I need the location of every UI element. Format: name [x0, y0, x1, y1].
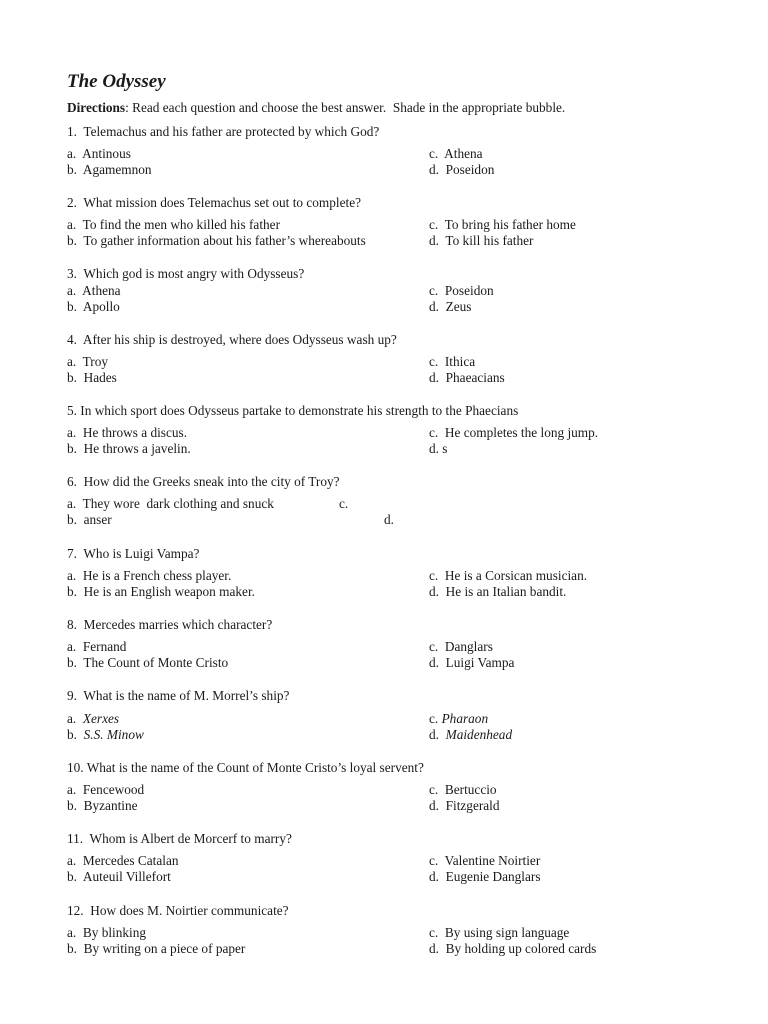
- option-b[interactable]: b. He is an English weapon maker.: [67, 584, 255, 599]
- answer-row-ac: [67, 217, 707, 234]
- option-d[interactable]: d. Phaeacians: [429, 370, 505, 385]
- question-7: [67, 546, 707, 601]
- ship-name: Maidenhead: [445, 727, 513, 742]
- answer-row-bd: [67, 370, 707, 387]
- option-c[interactable]: c. Danglars: [429, 638, 493, 654]
- question-stem: 10. What is the name of the Count of Monte Cristo’s loyal servent?: [67, 760, 424, 775]
- option-b[interactable]: [67, 727, 144, 744]
- question-stem: 2. What mission does Telemachus set out to complete?: [67, 195, 362, 210]
- question-stem: 1. Telemachus and his father are protected by which God?: [67, 124, 380, 139]
- option-a[interactable]: a. Troy: [67, 353, 109, 369]
- option-letter: c.: [429, 710, 442, 726]
- option-b[interactable]: b. The Count of Monte Cristo: [67, 655, 229, 670]
- answer-row-bd: [67, 233, 707, 250]
- option-a[interactable]: a. Fernand: [67, 638, 127, 654]
- option-c[interactable]: c. Athena: [429, 145, 483, 161]
- question-stem: 8. Mercedes marries which character?: [67, 617, 273, 632]
- option-c[interactable]: c. Valentine Noirtier: [429, 852, 541, 868]
- option-a[interactable]: a. Antinous: [67, 145, 131, 161]
- option-d[interactable]: d. Luigi Vampa: [429, 655, 515, 670]
- option-c[interactable]: c. By using sign language: [429, 924, 570, 940]
- question-stem: 7. Who is Luigi Vampa?: [67, 546, 200, 561]
- answer-row-ac: [67, 496, 707, 513]
- option-d[interactable]: d. He is an Italian bandit.: [429, 584, 567, 599]
- question-stem: 12. How does M. Noirtier communicate?: [67, 903, 289, 918]
- directions-text: : Read each question and choose the best answer. Shade in the appropriate bubble.: [125, 100, 566, 115]
- option-b[interactable]: b. By writing on a piece of paper: [67, 941, 246, 956]
- option-a[interactable]: a. Fencewood: [67, 781, 145, 797]
- directions-label: Directions: [67, 100, 126, 115]
- option-c[interactable]: c. Ithica: [429, 353, 476, 369]
- answer-row-ac: [67, 853, 707, 870]
- answer-row-ac: [67, 639, 707, 656]
- answer-row-ac: [67, 425, 707, 442]
- question-6: [67, 474, 707, 529]
- option-d[interactable]: d. To kill his father: [429, 233, 534, 248]
- option-letter: a.: [67, 710, 83, 726]
- option-b[interactable]: b. Auteuil Villefort: [67, 869, 171, 884]
- question-12: [67, 903, 707, 958]
- option-a[interactable]: a. They wore dark clothing and snuck: [67, 495, 274, 511]
- answer-row-bd: [67, 727, 707, 744]
- answer-row-ac: [67, 146, 707, 163]
- option-d[interactable]: d. Zeus: [429, 299, 472, 314]
- option-b[interactable]: b. To gather information about his father’s whereabouts: [67, 233, 366, 248]
- question-stem: 6. How did the Greeks sneak into the city of Troy?: [67, 474, 340, 489]
- answer-row-bd: [67, 798, 707, 815]
- answer-row-ac: [67, 568, 707, 585]
- option-d[interactable]: d. Fitzgerald: [429, 798, 500, 813]
- question-4: [67, 332, 707, 387]
- answer-row-bd: [67, 441, 707, 458]
- option-b[interactable]: b. He throws a javelin.: [67, 441, 191, 456]
- answer-row-ac: [67, 711, 707, 728]
- question-10: [67, 760, 707, 815]
- option-a[interactable]: [67, 711, 119, 728]
- answer-row-ac: [67, 782, 707, 799]
- answer-row-ac: [67, 283, 707, 300]
- option-d[interactable]: d. By holding up colored cards: [429, 941, 597, 956]
- question-11: [67, 831, 707, 886]
- question-stem: 11. Whom is Albert de Morcerf to marry?: [67, 831, 292, 846]
- ship-name: Pharaon: [441, 710, 489, 726]
- answer-row-bd: [67, 584, 707, 601]
- option-c[interactable]: c.: [339, 495, 349, 511]
- option-b[interactable]: b. anser: [67, 512, 112, 527]
- question-stem: 4. After his ship is destroyed, where does Odysseus wash up?: [67, 332, 397, 347]
- option-letter: d.: [429, 727, 446, 742]
- question-9: [67, 688, 707, 744]
- option-a[interactable]: a. By blinking: [67, 924, 147, 940]
- option-d[interactable]: d. Eugenie Danglars: [429, 869, 541, 884]
- answer-row-bd: [67, 941, 707, 958]
- option-d[interactable]: [429, 727, 512, 744]
- option-d[interactable]: d.: [384, 512, 394, 527]
- option-c[interactable]: c. He completes the long jump.: [429, 424, 599, 440]
- option-a[interactable]: a. Athena: [67, 282, 121, 298]
- answer-row-bd: [67, 299, 707, 316]
- option-d[interactable]: d. s: [429, 441, 448, 456]
- directions: [67, 100, 565, 117]
- option-b[interactable]: b. Byzantine: [67, 798, 138, 813]
- option-c[interactable]: c. Poseidon: [429, 282, 494, 298]
- question-2: [67, 195, 707, 250]
- page-title: The Odyssey: [67, 71, 166, 92]
- question-stem: 9. What is the name of M. Morrel’s ship?: [67, 688, 290, 703]
- question-3: [67, 266, 707, 316]
- option-a[interactable]: a. Mercedes Catalan: [67, 852, 179, 868]
- option-a[interactable]: a. He is a French chess player.: [67, 567, 232, 583]
- question-1: [67, 124, 707, 179]
- option-c[interactable]: c. To bring his father home: [429, 216, 576, 232]
- answer-row-ac: [67, 354, 707, 371]
- option-a[interactable]: a. To find the men who killed his father: [67, 216, 281, 232]
- question-8: [67, 617, 707, 672]
- question-5: [67, 403, 707, 458]
- answer-row-bd: [67, 162, 707, 179]
- answer-row-bd: [67, 869, 707, 886]
- answer-row-bd: [67, 655, 707, 672]
- option-c[interactable]: c. Bertuccio: [429, 781, 497, 797]
- question-stem: 3. Which god is most angry with Odysseus?: [67, 266, 305, 281]
- question-stem: 5. In which sport does Odysseus partake to demonstrate his strength to the Phaecians: [67, 403, 519, 418]
- ship-name: Xerxes: [82, 710, 120, 726]
- option-d[interactable]: d. Poseidon: [429, 162, 495, 177]
- option-b[interactable]: b. Agamemnon: [67, 162, 152, 177]
- option-c[interactable]: c. He is a Corsican musician.: [429, 567, 588, 583]
- answer-row-ac: [67, 925, 707, 942]
- option-c[interactable]: [429, 711, 488, 728]
- ship-name: S.S. Minow: [83, 727, 144, 742]
- option-a[interactable]: a. He throws a discus.: [67, 424, 188, 440]
- option-b[interactable]: b. Apollo: [67, 299, 120, 314]
- option-letter: b.: [67, 727, 84, 742]
- answer-row-bd: [67, 512, 707, 529]
- option-b[interactable]: b. Hades: [67, 370, 117, 385]
